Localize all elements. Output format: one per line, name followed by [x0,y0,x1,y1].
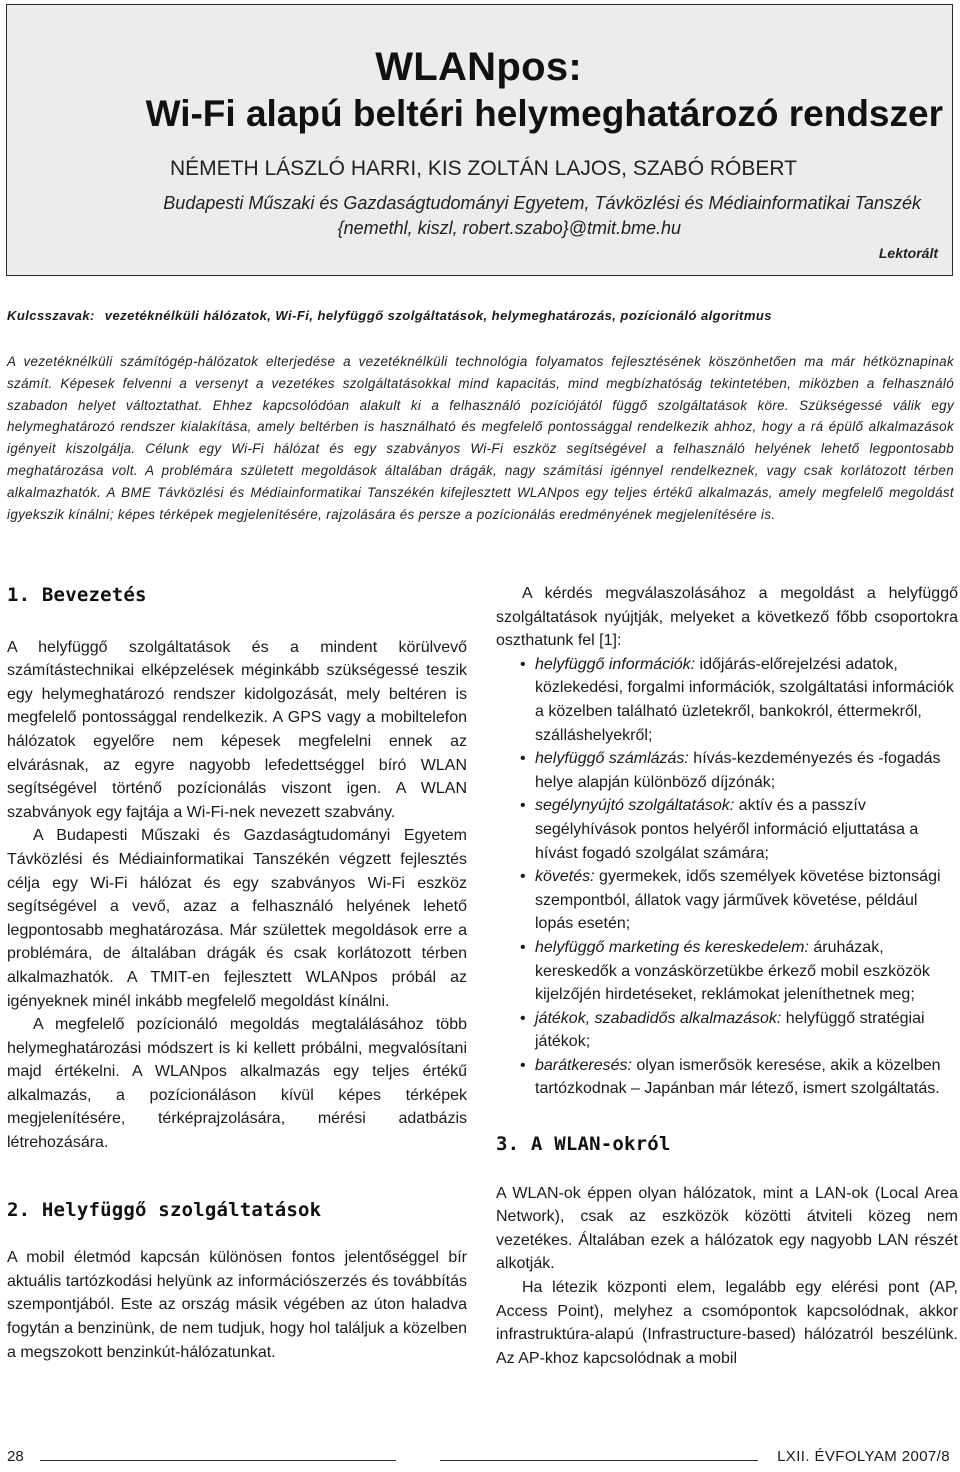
list-item-term: helyfüggő marketing és kereskedelem: [535,938,809,956]
bullet-icon: • [520,1009,526,1027]
section-3-paragraph-2: Ha létezik központi elem, legalább egy elérési pont (AP, Access Point), melyhez a csomópontok kapcsolódnak, akkor infrastruktúra-alapú (Infrastructure-based) hálózatról beszélünk. Az AP-khoz kapcsolódnak a mobil [496,1279,958,1367]
section-2-heading: 2. Helyfüggő szolgáltatások [7,1198,322,1221]
abstract: A vezetéknélküli számítógép-hálózatok elterjedése a vezetéknélküli technológia folyamatos fejlesztésének köszönhetően ma már hétköznapinak számít. Képesek felvenni a versenyt a vezetékes szolgáltatásokkal mind kapacitás, mind megbízhatóság tekintetében, miközben a felhasználó szabadon helyet változtathat. Ehhez kapcsolódóan alakult ki a felhasználó pozíciójától függő szolgáltatások köre. Szükségessé válik egy helymeghatározó rendszer kialakítása, amely beltérben is használható és megfelelő pontossággal rendelkezik ahhoz, hogy a rá épülő alkalmazások igényeit kiszolgálja. Célunk egy Wi-Fi hálózat és egy szabványos Wi-Fi eszköz segítségével a felhasználó helyének lehető legpontosabb meghatározása volt. A problémára született megoldások általában drágák, nagy számítási igénnyel rendelkeznek, vagy csak korlátozott térben alkalmazhatók. A BME Távközlési és Médiainformatikai Tanszékén kifejlesztett WLANpos egy teljes értékű alkalmazás, amely megfelelő megoldást igyekszik kínálni; képes térképek megjelenítésére, rajzolására és persze a pozícionálás eredményének megjelenítésére is. [7,354,954,522]
list-item-term: helyfüggő számlázás: [535,750,689,768]
section-3-heading: 3. A WLAN-okról [496,1133,671,1156]
footer-rule-right [440,1460,758,1461]
service-list [496,653,958,1101]
list-item-term: barátkeresés: [535,1056,632,1074]
section-1-paragraph-3: A megfelelő pozícionáló megoldás megtalálásához több helymeghatározási módszert is ki kellett próbálni, megvalósítani majd értékelni. A WLANpos alkalmazás egy teljes értékű alkalmazás, a pozícionáláson kívül képes térképek megjelenítésére, térképrajzolására, mérési adatbázis létrehozására. [7,1016,467,1152]
list-item [496,936,958,1007]
journal-issue: LXII. ÉVFOLYAM 2007/8 [777,1448,950,1465]
title-line-1: WLANpos: [375,45,582,89]
list-item-text: áruházak, kereskedők a vonzáskörzetükbe érkező mobil eszközök kijelzőjén hirdetéseket, reklámokat jeleníthetnek meg; [535,938,930,1004]
list-item-term: játékok, szabadidős alkalmazások: [535,1009,782,1027]
title-box [6,4,953,276]
bullet-icon: • [520,1056,526,1074]
list-item [496,865,958,936]
list-item [496,747,958,794]
list-item [496,794,958,865]
section-3-paragraph-1: A WLAN-ok éppen olyan hálózatok, mint a LAN-ok (Local Area Network), csak az eszközök közötti átviteli közeg nem vezetékes. Általában ezek a hálózatok egy nagyobb LAN részét alkotják. [496,1184,958,1273]
authors: NÉMETH LÁSZLÓ HARRI, KIS ZOLTÁN LAJOS, SZABÓ RÓBERT [169,157,797,180]
bullet-icon: • [520,868,526,886]
bullet-icon: • [520,938,526,956]
affiliation: Budapesti Műszaki és Gazdaságtudományi Egyetem, Távközlési és Médiainformatikai Tanszék [163,193,921,213]
list-item-text: hívás-kezdeményezés és -fogadás helye alapján különböző díjzónák; [535,750,941,791]
title-line-2: Wi-Fi alapú beltéri helymeghatározó rendszer [145,93,943,134]
section-2-paragraph-2: A kérdés megválaszolásához a megoldást a helyfüggő szolgáltatások nyújtják, melyeket a következő főbb csoportokra oszthatunk fel [1]: [496,585,958,650]
author-emails: {nemethl, kiszl, robert.szabo}@tmit.bme.hu [337,218,681,238]
list-item-term: követés: [535,868,595,886]
reviewed-label: Lektorált [878,245,938,261]
list-item [496,1007,958,1054]
list-item-term: segélynyújtó szolgáltatások: [535,797,735,815]
list-item-text: helyfüggő stratégiai játékok; [535,1009,925,1051]
list-item [496,1054,958,1101]
footer-rule-left [40,1460,396,1461]
bullet-icon: • [520,750,526,768]
list-item-text: aktív és a passzív segélyhívások pontos helyéről információ eljuttatása a hívást fogadó szolgálat számára; [535,797,919,862]
keywords-text: vezetéknélküli hálózatok, Wi-Fi, helyfüggő szolgáltatások, helymeghatározás, pozícionáló algoritmus [104,308,772,323]
list-item-text: időjárás-előrejelzési adatok, közlekedési, forgalmi információk, szolgáltatási információk a közelben található üzletekről, bankokról, éttermekről, szálláshelyekről; [535,655,954,744]
bullet-icon: • [520,797,526,815]
list-item [496,653,958,747]
section-2-paragraph-1: A mobil életmód kapcsán különösen fontos jelentőséggel bír aktuális tartózkodási helyünk az információszerzés és továbbítás szempontjából. Este az ország másik végében az úton haladva fogytán a benzinünk, de nem tudjuk, hogy hol találjuk a közelben a megszokott benzinkút-hálózatunkat. [7,1249,467,1361]
page-number: 28 [7,1448,24,1465]
section-1-paragraph-1: A helyfüggő szolgáltatások és a mindent körülvevő számítástechnikai elképzelések méginkább szükségessé teszik egy helymeghatározó rendszer kidolgozását, mely beltéren is megfelelő pontossággal rendelkezik. A GPS vagy a mobiltelefon hálózatok egyelőre nem képesek megfelelni ennek az elvárásnak, az egyre nagyobb lefedettséggel bíró WLAN segítségével történő pozícionálás viszont igen. A WLAN szabványok egy fajtája a Wi-Fi-nek nevezett szabvány. [7,638,467,821]
list-item-text: olyan ismerősök keresése, akik a közelben tartózkodnak – Japánban már létező, ismert szolgáltatás. [535,1056,941,1098]
keywords [7,308,953,323]
right-column [496,582,958,1370]
keywords-label: Kulcsszavak: [7,308,95,323]
section-1-paragraph-2: A Budapesti Műszaki és Gazdaságtudományi Egyetem Távközlési és Médiainformatikai Tanszékén végzett fejlesztés célja egy Wi-Fi hálózat és egy szabványos Wi-Fi eszköz segítségével a vevő, azaz a felhasználó helyének lehető legpontosabb meghatározása. Már születtek megoldások erre a problémára, de általában drágák és csak korlátozott térben alkalmazhatók. A TMIT-en fejlesztett WLANpos próbál az igényeknek minél inkább megfelelő megoldást kínálni. [7,827,467,1010]
list-item-text: gyermekek, idős személyek követése biztonsági szempontból, állatok vagy járművek követése, például lopás esetén; [535,868,941,933]
section-1-heading: 1. Bevezetés [7,584,147,606]
list-item-term: helyfüggő információk: [535,655,696,673]
left-column [7,578,467,1364]
bullet-icon: • [520,655,526,673]
